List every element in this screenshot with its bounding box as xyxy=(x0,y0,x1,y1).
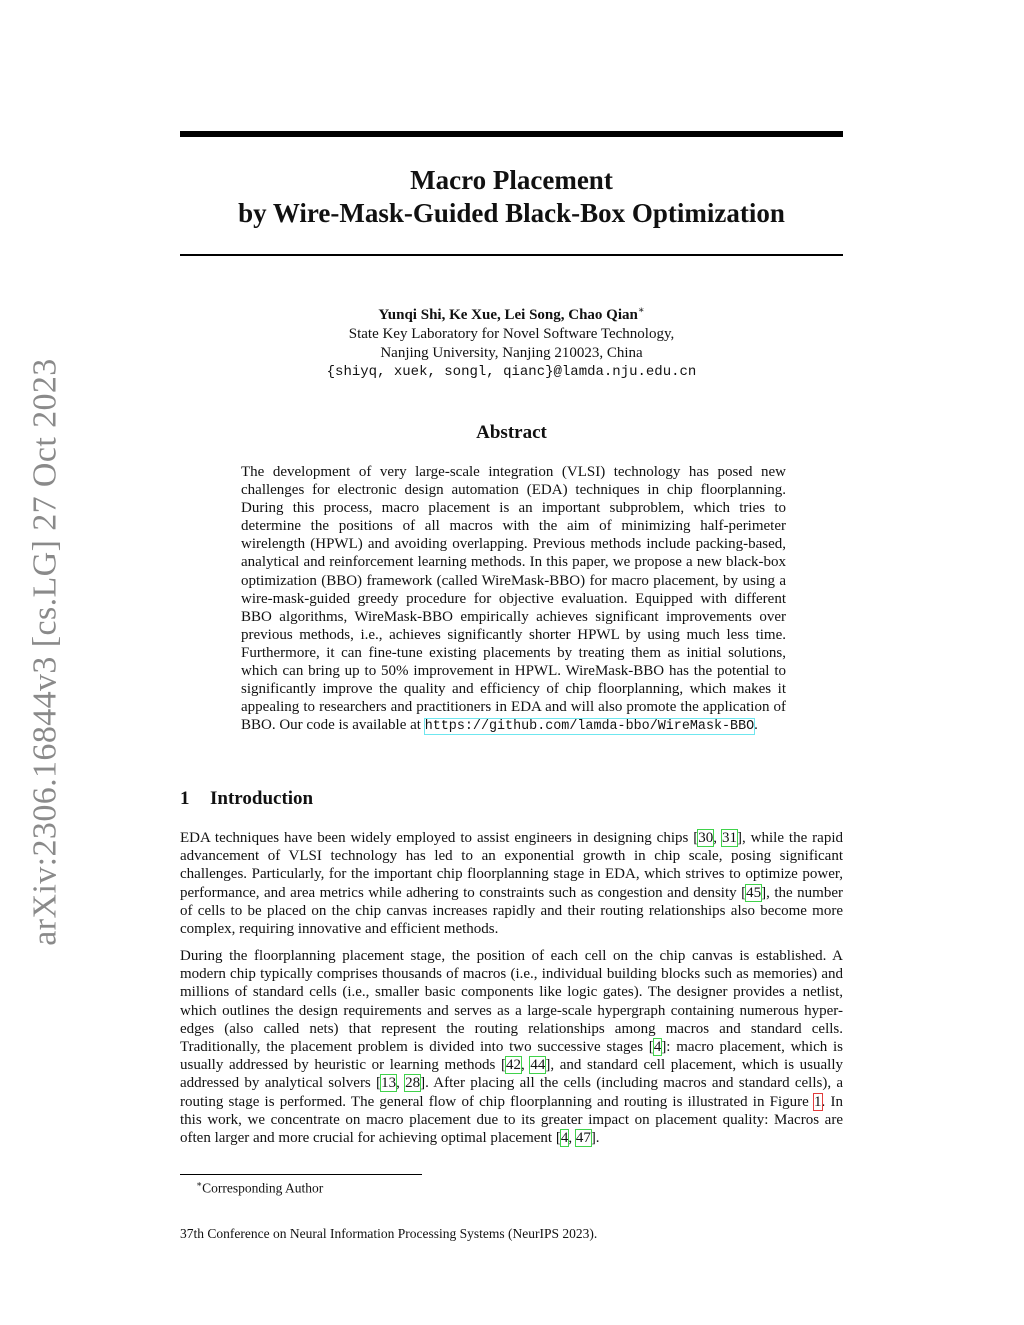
para2-text-1: During the floorplanning placement stage, the position of each cell on the chip canvas is established. A modern chip typically comprises thousands of macros (i.e., individual building blocks such as memories) and millions of standard cells (i.e., smaller basic components like logic gates). The designer provides a netlist, which outlines the design requirements and serves as a large-scale hypergraph containing numerous hyper-edges (also called nets) that represent the routing relationships among macros and standard cells. Traditionally, the placement problem is divided into two successive stages [ xyxy=(180,948,843,1056)
arxiv-identifier-stamp xyxy=(22,358,70,946)
introduction-paragraph-1 xyxy=(180,829,843,938)
introduction-paragraph-2 xyxy=(180,947,843,1147)
corresponding-marker: ∗ xyxy=(637,305,645,316)
para1-text-1: EDA techniques have been widely employed to assist engineers in designing chips [ xyxy=(180,830,699,846)
citation-31[interactable]: 31 xyxy=(721,830,737,846)
citation-47[interactable]: 47 xyxy=(575,1130,591,1147)
citation-4[interactable]: 4 xyxy=(653,1039,662,1056)
title-line-1: Macro Placement xyxy=(410,165,613,195)
para2-text-6: ]. xyxy=(590,1130,600,1147)
footnote-rule xyxy=(180,1174,422,1175)
figure-reference-1[interactable]: 1 xyxy=(814,1093,822,1110)
citation-28[interactable]: 28 xyxy=(405,1075,421,1092)
footnote-marker: ∗ xyxy=(196,1179,203,1189)
abstract-body xyxy=(241,463,786,736)
para2-text-3: ], and standard cell placement, which is usually addressed by analytical solvers [ xyxy=(180,1057,844,1092)
author-block xyxy=(180,301,843,382)
section-number: 1 xyxy=(180,788,190,809)
abstract-end: . xyxy=(754,717,758,734)
para2-text-4: ]. After placing all the cells (including macros and standard cells), a routing stage is performed. The general flow of chip floorplanning and routing is illustrated in Figure xyxy=(180,1075,844,1110)
para2-separator-2: , xyxy=(396,1075,406,1092)
section-heading-introduction xyxy=(180,788,313,810)
para1-text-3: ], the number of cells to be placed on the chip canvas increases rapidly and their routing relationships also become more complex, requiring innovative and efficient methods. xyxy=(180,884,843,938)
section-title: Introduction xyxy=(210,788,314,809)
arxiv-identifier-text: arXiv:2306.16844v3 [cs.LG] 27 Oct 2023 xyxy=(27,358,65,946)
paper-title xyxy=(180,164,843,230)
citation-30[interactable]: 30 xyxy=(698,830,714,846)
footnote xyxy=(196,1179,323,1197)
code-repository-link[interactable]: https://github.com/lamda-bbo/WireMask-BBO xyxy=(424,719,755,735)
affiliation-line-2: Nanjing University, Nanjing 210023, China xyxy=(380,345,643,361)
title-bottom-rule xyxy=(180,254,843,256)
footnote-text: Corresponding Author xyxy=(202,1180,324,1196)
citation-4-second[interactable]: 4 xyxy=(560,1130,569,1147)
citation-44[interactable]: 44 xyxy=(530,1057,546,1074)
para2-separator-3: , xyxy=(568,1130,576,1147)
citation-45[interactable]: 45 xyxy=(746,884,762,901)
author-emails: {shiyq, xuek, songl, qianc}@lamda.nju.edu.cn xyxy=(326,364,697,380)
citation-13[interactable]: 13 xyxy=(381,1075,397,1092)
para1-text-2: ], while the rapid advancement of VLSI technology has led to an exponential growth in chip scale, posing significant challenges. Particularly, for the important chip floorplanning stage in EDA, which strives to optimize power, performance, and area metrics while adhering to constraints such as congestion and density [ xyxy=(180,830,843,901)
title-line-2: by Wire-Mask-Guided Black-Box Optimization xyxy=(238,198,785,228)
conference-venue: 37th Conference on Neural Information Processing Systems (NeurIPS 2023). xyxy=(180,1226,598,1241)
title-top-rule xyxy=(180,131,843,137)
para2-text-5: . In this work, we concentrate on macro placement due to its greater impact on placement quality: Macros are often larger and more crucial for achieving optimal placement [ xyxy=(180,1093,843,1147)
author-names: Yunqi Shi, Ke Xue, Lei Song, Chao Qian xyxy=(378,307,638,323)
abstract-heading: Abstract xyxy=(476,422,547,443)
abstract-text: The development of very large-scale integration (VLSI) technology has posed new challenges for electronic design automation (EDA) techniques in chip floorplanning. During this process, macro placement is an important subproblem, which tries to determine the positions of all macros with the aim of minimizing half-perimeter wirelength (HPWL) and avoiding overlapping. Previous methods include packing-based, analytical and reinforcement learning methods. In this paper, we propose a new black-box optimization (BBO) framework (called WireMask-BBO) for macro placement, by using a wire-mask-guided greedy procedure for objective evaluation. Equipped with different BBO algorithms, WireMask-BBO empirically achieves significant improvements over previous methods, i.e., achieves significantly shorter HPWL by using much less time. Furthermore, it can fine-tune existing placements by treating them as initial solutions, which can bring up to 50% improvement in HPWL. WireMask-BBO has the potential to significantly improve the quality and efficiency of chip floorplanning, which makes it appealing to researchers and practitioners in EDA and will also promote the application of BBO. Our code is available at xyxy=(241,464,786,734)
para1-separator: , xyxy=(713,830,722,846)
para2-text-2: ]: macro placement, which is usually addressed by heuristic or learning methods [ xyxy=(180,1039,843,1074)
para2-separator-1: , xyxy=(520,1057,531,1074)
citation-42[interactable]: 42 xyxy=(505,1057,521,1074)
affiliation-line-1: State Key Laboratory for Novel Software Technology, xyxy=(348,326,675,342)
